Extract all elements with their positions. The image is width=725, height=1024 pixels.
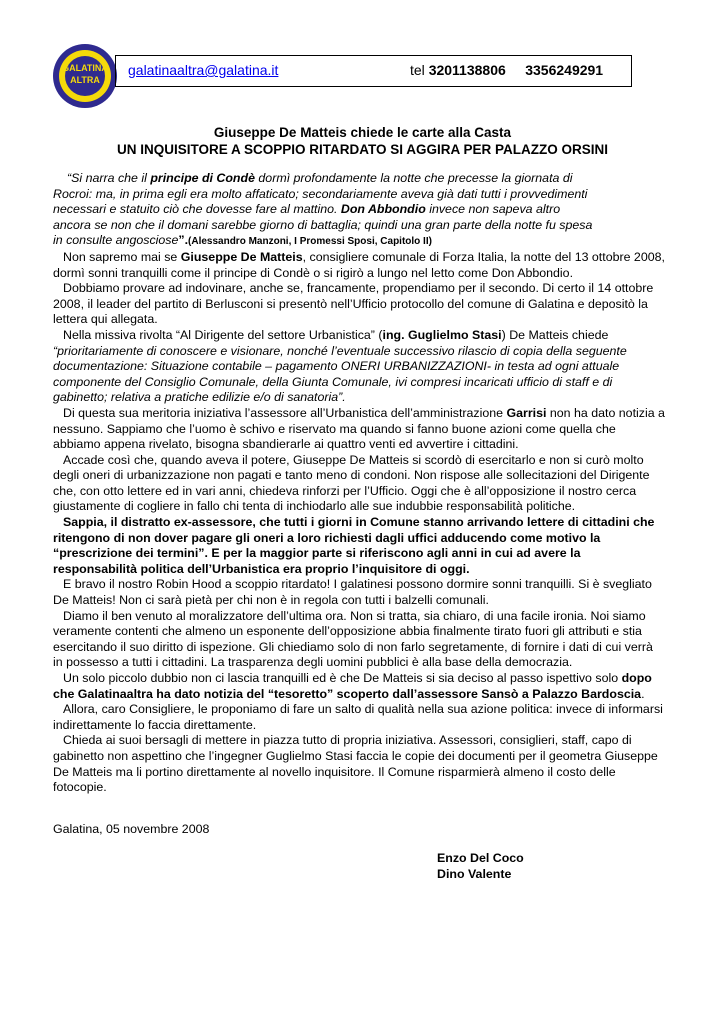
p1-text-a: Non sapremo mai se xyxy=(63,249,181,264)
p3-italic-request: “prioritariamente di conoscere e visionare, nonché l’eventuale successivo rilascio di copia della seguente documentazione: Situazione contabile – pagamento ONERI URBANIZZAZIONI- in testa ad ogni attuale componente del Consiglio Comunale, della Giunta Comunale, ivi compresi incaricati ufficio di staff e di gabinetto; relativa a pratiche edilizie e/o di sanatoria”. xyxy=(53,343,627,405)
paragraph-9 xyxy=(53,671,665,702)
phone-1: 3201138806 xyxy=(428,62,506,78)
paragraph-4 xyxy=(53,406,665,453)
phone-2: 3356249291 xyxy=(525,62,604,78)
paragraph-5: Accade così che, quando aveva il potere, Giuseppe De Matteis si scordò di esercitarlo e non si curò molto degli oneri di urbanizzazione non pagati e tanto meno di condoni. Non rispose alle sollecitazioni del Dirigente che, con otto lettere ed in vari anni, chiedeva rinforzi per l’Ufficio. Oggi che è all’opposizione il nostro cerca giustamente di cogliere in fallo chi tenta di inchiodarlo alle sue indubbie responsabilità politiche. xyxy=(53,452,650,514)
p4-bold: Garrisi xyxy=(506,405,547,420)
quote-text-3: invece non sapeva altro ancora se non che il domani sarebbe giorno di battaglia; quindi una gran parte della notte fu spesa in consulte angosciose xyxy=(53,202,593,248)
paragraph-3 xyxy=(53,328,665,406)
p1-text-c: , consigliere comunale di Forza Italia, la notte del 13 ottobre 2008, dormì sonni tranquilli come il principe di Condè o si rigirò a lungo nel letto come Don Abbondio. xyxy=(53,249,665,280)
paragraph-10: Allora, caro Consigliere, le proponiamo di fare un salto di qualità nella sua azione politica: invece di informarsi indirettamente lo faccia direttamente. xyxy=(53,702,663,732)
galatina-altra-logo xyxy=(52,43,118,109)
article-body xyxy=(53,171,665,796)
p3-bold: ing. Guglielmo Stasi xyxy=(382,327,502,342)
p9-text-a: Un solo piccolo dubbio non ci lascia tranquilli ed è che De Matteis si sia deciso al passo ispettivo solo xyxy=(63,671,622,685)
quote-text-2: dormì profondamente la notte che precesse la giornata di Rocroi: ma, in prima egli era molto affaticato; secondariamente aveva già dati tutti i provvedimenti necessari e statuito ciò che dovesse fare al mattino. xyxy=(53,171,588,217)
p9-bold: dopo che Galatinaaltra ha dato notizia del “tesoretto” scoperto dall’assessore Sansò a Palazzo Bardoscia xyxy=(53,671,652,701)
opening-quote xyxy=(53,171,665,250)
document-date: Galatina, 05 novembre 2008 xyxy=(53,822,210,836)
p4-text-c: non ha dato notizia a nessuno. Sappiamo che l’uomo è schivo e riservato ma quando si fanno buone azioni come quella che abbiamo appena rivelato, bisogna sbandierarle ai quattro venti ed avvertire i cittadini. xyxy=(53,405,665,452)
quote-don-abbondio: Don Abbondio xyxy=(340,202,426,217)
p9-text-c: . xyxy=(641,686,645,701)
quote-principe: principe di Condè xyxy=(150,171,255,185)
svg-text:GALATINA: GALATINA xyxy=(62,63,108,73)
paragraph-2: Dobbiamo provare ad indovinare, anche se, francamente, propendiamo per il secondo. Di certo il 14 ottobre 2008, il leader del partito di Berlusconi si presentò nell’Ufficio protocollo del comune di Galatina e depositò la lettera qui allegata. xyxy=(53,281,654,327)
tel-label: tel xyxy=(410,62,425,78)
paragraph-7: E bravo il nostro Robin Hood a scoppio ritardato! I galatinesi possono dormire sonni tranquilli. Si è svegliato De Matteis! Non ci sarà pietà per chi non è in regola con tutti i balzelli comunali. xyxy=(53,577,652,608)
article-titles xyxy=(0,124,725,158)
quote-text-1: “Si narra che il xyxy=(67,171,151,185)
paragraph-11: Chieda ai suoi bersagli di mettere in piazza tutto di propria iniziativa. Assessori, consiglieri, staff, capo di gabinetto non aspettino che l’ingegner Guglielmo Stasi faccia le copie dei documenti per il geometra Giuseppe De Matteis ma li portino direttamente al novello inquisitore. Il Comune risparmierà almeno il costo delle fotocopie. xyxy=(53,733,658,795)
p4-text-a: Di questa sua meritoria iniziativa l’assessore all’Urbanistica dell’amministrazione xyxy=(63,405,507,420)
contact-box xyxy=(115,55,632,87)
signer-1: Enzo Del Coco xyxy=(437,851,524,865)
paragraph-6: Sappia, il distratto ex-assessore, che tutti i giorni in Comune stanno arrivando lettere di cittadini che ritengono di non dover pagare gli oneri a loro richiesti dagli uffici adducendo come motivo la “prescrizione dei termini”. E per la maggior parte si riferiscono agli anni in cui ad avere la responsabilità politica dell’Urbanistica era proprio l’inquisitore di oggi. xyxy=(53,515,655,576)
paragraph-8: Diamo il ben venuto al moralizzatore dell’ultima ora. Non si tratta, sia chiaro, di una facile ironia. Noi siamo veramente contenti che almeno un esponente dell’opposizione abbia finalmente tirato fuori gli attributi e stia esercitando il suo diritto di ispezione. Gli chiediamo solo di non farlo segretamente, di fornire i dati di cui verrà in possesso a tutti i cittadini. La trasparenza degli uomini pubblici è alla base della democrazia. xyxy=(53,608,653,670)
paragraph-1 xyxy=(53,250,665,281)
p3-text-c: ) De Matteis chiede xyxy=(501,327,609,342)
svg-text:ALTRA: ALTRA xyxy=(70,75,100,85)
signatures xyxy=(437,851,524,882)
signer-2: Dino Valente xyxy=(437,866,512,881)
phone-info xyxy=(410,62,603,78)
quote-close: ”. xyxy=(178,233,189,248)
article-subtitle: Giuseppe De Matteis chiede le carte alla Casta xyxy=(213,125,512,140)
article-headline: UN INQUISITORE A SCOPPIO RITARDATO SI AGGIRA PER PALAZZO ORSINI xyxy=(116,142,609,157)
quote-source: (Alessandro Manzoni, I Promessi Sposi, Capitolo II) xyxy=(188,236,432,248)
p1-bold: Giuseppe De Matteis xyxy=(180,249,303,264)
email-link[interactable]: galatinaaltra@galatina.it xyxy=(128,62,279,78)
p3-text-a: Nella missiva rivolta “Al Dirigente del settore Urbanistica” ( xyxy=(63,327,383,342)
